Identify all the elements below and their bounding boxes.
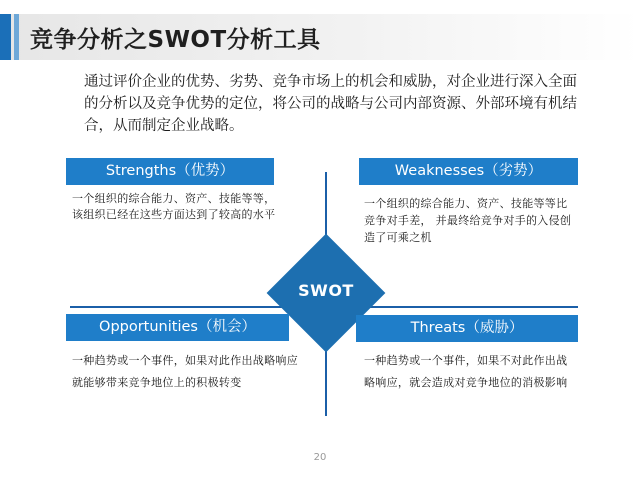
weaknesses-text: 一个组织的综合能力、资产、技能等等比竞争对手差， 并最终给竞争对手的入侵创造了可乘之机	[364, 197, 572, 244]
strengths-text: 一个组织的综合能力、资产、技能等等， 该组织已经在这些方面达到了较高的水平	[72, 192, 276, 221]
strengths-header: Strengths（优势）	[66, 158, 274, 185]
opportunities-text: 一种趋势或一个事件，如果对此作出战略响应就能够带来竞争地位上的积极转变	[72, 354, 298, 389]
opportunities-header: Opportunities（机会）	[66, 314, 289, 341]
weaknesses-header: Weaknesses（劣势）	[359, 158, 578, 185]
page-number: 20	[313, 452, 327, 463]
title-accent-bar-light	[14, 14, 19, 60]
intro-paragraph: 通过评价企业的优势、劣势、竞争市场上的机会和威胁，对企业进行深入全面的分析以及竞争优势的定位，将公司的战略与公司内部资源、外部环境有机结合，从而制定企业战略。	[84, 74, 577, 134]
page-title: 竞争分析之SWOT分析工具	[30, 27, 321, 53]
swot-center-label: SWOT	[298, 281, 354, 300]
title-accent-bar	[0, 14, 11, 60]
threats-header: Threats（威胁）	[356, 315, 578, 342]
threats-text: 一种趋势或一个事件，如果不对此作出战略响应，就会造成对竞争地位的消极影响	[364, 354, 568, 389]
